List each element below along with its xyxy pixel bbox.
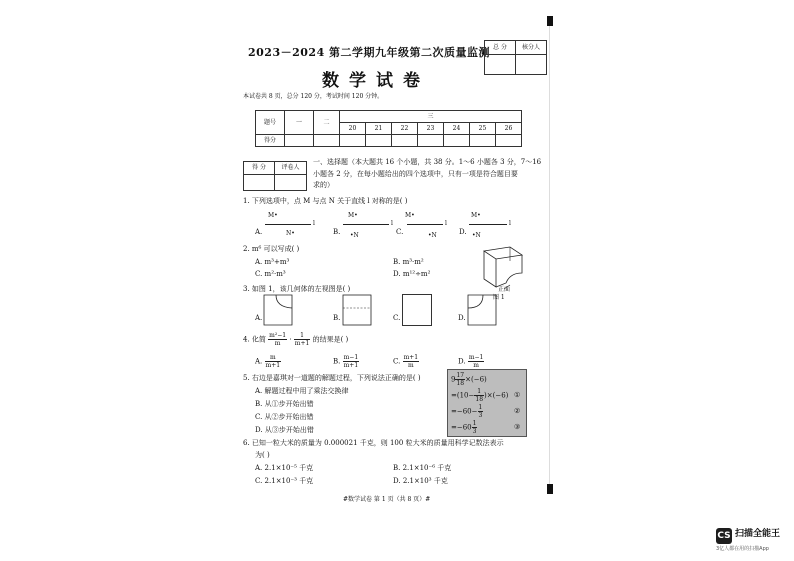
q4-stem	[243, 332, 348, 347]
q2-option-a: A. m³+m³	[255, 258, 290, 266]
q3-option-c-label: C.	[393, 314, 401, 322]
q1-c-l: l	[445, 220, 447, 227]
score-table	[255, 110, 522, 147]
q5-option-a: A. 解题过程中用了乘法交换律	[255, 387, 349, 395]
q4-option-c: C. $\frac{m+1}{m}$	[393, 354, 419, 369]
q5-work-line1: 9 $\frac{17}{18}$ ×(−6)	[451, 372, 487, 387]
q2-option-b: B. m³·m²	[393, 258, 424, 266]
q1-stem: 1. 下列选项中，点 M 与点 N 关于直线 l 对称的是( )	[243, 197, 408, 205]
q4-stem-fraction-1: $\frac{\text{m²−1}}{m}$	[269, 332, 287, 347]
total-cell	[485, 55, 516, 75]
watermark-name: 扫描全能王	[735, 529, 781, 539]
q3-option-b-figure	[342, 294, 372, 326]
q1-option-d-label: D.	[459, 228, 467, 236]
section1-line3: 求的）	[313, 181, 334, 189]
q4-option-d: D. $\frac{m-1}{m}$	[458, 354, 484, 369]
q5-work-line3: =−60− $\frac{1}{3}$	[451, 404, 483, 419]
q3-option-d-label: D.	[458, 314, 466, 322]
binding-line	[549, 16, 550, 494]
q5-option-d: D. 从③步开始出错	[255, 426, 314, 434]
q2-option-d: D. m¹²÷m²	[393, 270, 431, 278]
q1-d-m: M•	[471, 212, 481, 219]
exam-info: 本试卷共 8 页，总分 120 分，考试时间 120 分钟。	[243, 93, 384, 100]
score-table-part1: 一	[285, 111, 314, 135]
q1-b-n: •N	[350, 232, 359, 239]
q2-stem: 2. m⁶ 可以写成( )	[243, 245, 300, 253]
score-table-num: 24	[444, 123, 470, 135]
q1-a-l: l	[313, 220, 315, 227]
subject-title: 数学试卷	[322, 71, 430, 91]
q3-option-d-figure	[467, 294, 497, 326]
section1-line2: 小题各 2 分，在每小题给出的四个选项中，只有一项是符合题目要	[313, 170, 518, 178]
q6-stem-line2: 为( )	[255, 451, 270, 459]
q1-option-c-label: C.	[396, 228, 404, 236]
score-table-score-label: 得分	[256, 135, 285, 147]
figure-1-label: 图 1	[493, 294, 505, 301]
q5-stem: 5. 右边是嘉琪对一道题的解题过程，下列说法正确的是( )	[243, 374, 421, 382]
q1-c-n: •N	[428, 232, 437, 239]
q3-stem: 3. 如图 1，该几何体的左视图是( )	[243, 285, 351, 293]
section1-heading: 一、选择题（本大题共 16 个小题，共 38 分。1～6 小题各 3 分，7～16	[313, 158, 542, 166]
q1-a-n: N•	[286, 230, 295, 237]
q4-stem-pre: 4. 化简	[243, 335, 266, 344]
q1-b-m: M•	[348, 212, 358, 219]
binding-mark-bottom	[547, 484, 553, 494]
q1-d-n: •N	[472, 232, 481, 239]
q2-option-c: C. m²·m³	[255, 270, 286, 278]
grader-label: 评卷人	[275, 162, 307, 175]
q1-option-b-label: B.	[333, 228, 341, 236]
score-table-num: 21	[366, 123, 392, 135]
q1-d-l: l	[509, 220, 511, 227]
score-table-num: 22	[392, 123, 418, 135]
q4-option-a: A. $\frac{m}{m+1}$	[255, 354, 281, 369]
page-footer: #数学试卷 第 1 页（共 8 页）#	[343, 496, 431, 503]
q6-option-a: A. 2.1×10⁻⁵ 千克	[255, 464, 314, 472]
grader-score-label: 得 分	[244, 162, 275, 175]
total-label: 总 分	[485, 41, 516, 55]
q6-option-b: B. 2.1×10⁻⁶ 千克	[393, 464, 452, 472]
camscanner-logo-icon: CS	[716, 528, 732, 544]
q5-option-b: B. 从①步开始出错	[255, 400, 314, 408]
q6-option-c: C. 2.1×10⁻³ 千克	[255, 477, 314, 485]
q1-b-l: l	[391, 220, 393, 227]
score-table-num: 25	[470, 123, 496, 135]
score-table-part2: 二	[314, 111, 340, 135]
q5-work-line4: =−60 $\frac{1}{3}$	[451, 420, 477, 435]
score-table-num: 20	[340, 123, 366, 135]
score-table-qno-label: 题号	[256, 111, 285, 135]
q3-option-a-figure	[263, 294, 293, 326]
q5-option-c: C. 从②步开始出错	[255, 413, 314, 421]
q6-stem: 6. 已知一粒大米的质量为 0.000021 千克，则 100 粒大米的质量用科学记数法表示	[243, 439, 504, 447]
q1-c-line	[407, 224, 443, 225]
checker-cell	[516, 55, 547, 75]
figure-1-front-label: 正面	[498, 286, 511, 293]
q4-stem-post: 的结果是( )	[312, 335, 349, 344]
score-table-part3: 三	[340, 111, 522, 123]
q3-option-c-figure	[402, 294, 432, 326]
q1-d-line	[469, 224, 507, 225]
exam-title: 2023－2024 第二学期九年级第二次质量监测	[248, 46, 491, 59]
q1-a-line	[265, 224, 311, 225]
q4-stem-fraction-2: $\frac{1}{m+1}$	[294, 332, 310, 347]
q4-stem-dot: ·	[289, 335, 292, 344]
checker-label: 核分人	[516, 41, 547, 55]
binding-mark-top	[547, 16, 553, 26]
q4-option-b: B. $\frac{m-1}{m+1}$	[333, 354, 359, 369]
q5-work-line2: =(10− $\frac{1}{18}$ )×(−6)	[451, 388, 509, 403]
q5-step-3-mark: ③	[514, 423, 521, 431]
q6-option-d: D. 2.1×10³ 千克	[393, 477, 448, 485]
q3-option-a-label: A.	[255, 314, 263, 322]
score-table-num: 26	[496, 123, 522, 135]
grader-box	[243, 161, 307, 191]
q3-option-b-label: B.	[333, 314, 341, 322]
total-score-box	[484, 40, 547, 75]
q5-step-1-mark: ①	[514, 391, 521, 399]
q5-work-box	[447, 369, 527, 437]
q1-option-a-label: A.	[255, 228, 263, 236]
q1-c-m: M•	[405, 212, 415, 219]
watermark-tagline: 3亿人都在用的扫描App	[716, 546, 769, 552]
q5-step-2-mark: ②	[514, 407, 521, 415]
score-table-num: 23	[418, 123, 444, 135]
q1-b-line	[343, 224, 389, 225]
q1-a-m: M•	[268, 212, 278, 219]
